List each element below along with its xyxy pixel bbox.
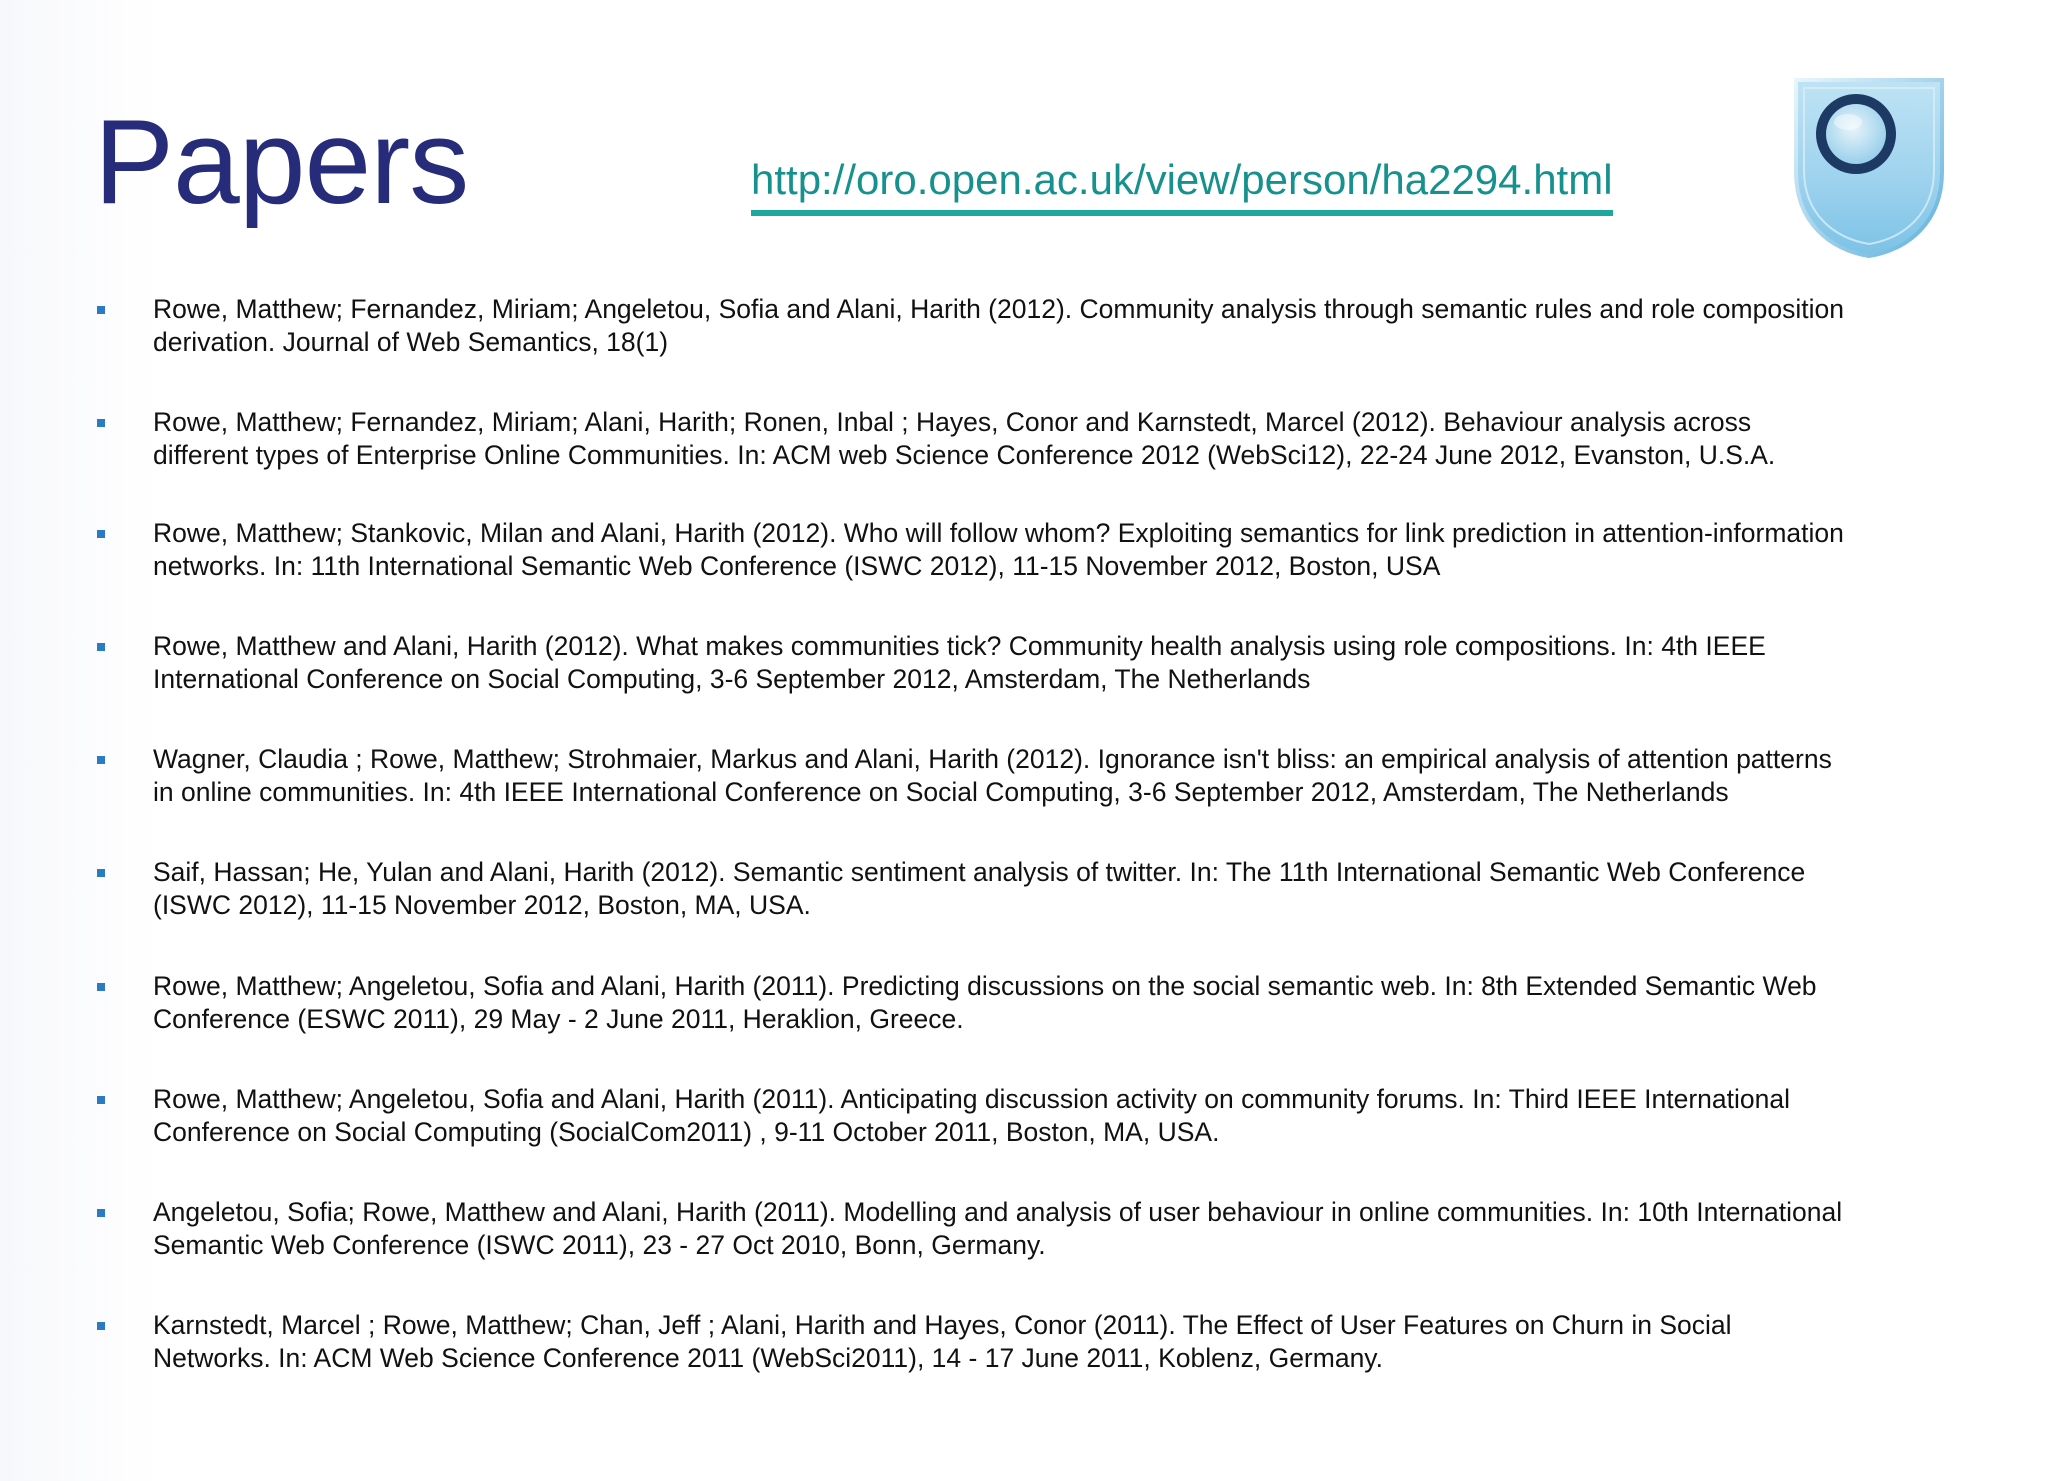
profile-link[interactable]: http://oro.open.ac.uk/view/person/ha2294.html [751, 152, 1613, 216]
bullet-square-icon [97, 643, 105, 651]
page-title: Papers [94, 95, 469, 229]
bullet-square-icon [97, 1322, 105, 1330]
bullet-square-icon [97, 1096, 105, 1104]
paper-citation: Rowe, Matthew; Angeletou, Sofia and Alani, Harith (2011). Anticipating discussion activity on community forums. In: Third IEEE International Conference on Social Computing (SocialCom2011) , 9-11 October 2011, Boston, MA, USA. [153, 1084, 1790, 1147]
bullet-square-icon [97, 419, 105, 427]
bullet-square-icon [97, 983, 105, 991]
paper-citation: Angeletou, Sofia; Rowe, Matthew and Alani, Harith (2011). Modelling and analysis of user behaviour in online communities. In: 10th International Semantic Web Conference (ISWC 2011), 23 - 27 Oct 2010, Bonn, Germany. [153, 1197, 1843, 1260]
bullet-square-icon [97, 1209, 105, 1217]
paper-citation: Rowe, Matthew; Fernandez, Miriam; Angeletou, Sofia and Alani, Harith (2012). Community analysis through semantic rules and role composition derivation. Journal of Web Semantics, 18(1) [153, 294, 1844, 357]
paper-citation: Rowe, Matthew; Stankovic, Milan and Alani, Harith (2012). Who will follow whom? Exploiting semantics for link prediction in attention-information networks. In: 11th International Semantic Web Conference (ISWC 2012), 11-15 November 2012, Boston, USA [153, 518, 1844, 581]
paper-citation: Rowe, Matthew; Fernandez, Miriam; Alani, Harith; Ronen, Inbal ; Hayes, Conor and Karnstedt, Marcel (2012). Behaviour analysis across different types of Enterprise Online Communities. In: ACM web Science Conference 2012 (WebSci12), 22-24 June 2012, Evanston, U.S.A. [153, 407, 1776, 470]
paper-citation: Rowe, Matthew and Alani, Harith (2012). What makes communities tick? Community health analysis using role compositions. In: 4th IEEE International Conference on Social Computing, 3-6 September 2012, Amsterdam, The Netherlands [153, 631, 1766, 694]
bullet-square-icon [97, 869, 105, 877]
paper-citation: Karnstedt, Marcel ; Rowe, Matthew; Chan, Jeff ; Alani, Harith and Hayes, Conor (2011). The Effect of User Features on Churn in Social Networks. In: ACM Web Science Conference 2011 (WebSci2011), 14 - 17 June 2011, Koblenz, Germany. [153, 1310, 1732, 1373]
paper-citation: Saif, Hassan; He, Yulan and Alani, Harith (2012). Semantic sentiment analysis of twitter. In: The 11th International Semantic Web Conference (ISWC 2012), 11-15 November 2012, Boston, MA, USA. [153, 857, 1806, 920]
bullet-square-icon [97, 306, 105, 314]
paper-citation: Rowe, Matthew; Angeletou, Sofia and Alani, Harith (2011). Predicting discussions on the social semantic web. In: 8th Extended Semantic Web Conference (ESWC 2011), 29 May - 2 June 2011, Heraklion, Greece. [153, 971, 1817, 1034]
bullet-square-icon [97, 756, 105, 764]
paper-citation: Wagner, Claudia ; Rowe, Matthew; Strohmaier, Markus and Alani, Harith (2012). Ignorance isn't bliss: an empirical analysis of attention patterns in online communities. In: 4th IEEE International Conference on Social Computing, 3-6 September 2012, Amsterdam, The Netherlands [153, 744, 1832, 807]
open-university-shield-logo-icon [1790, 74, 1948, 260]
bullet-square-icon [97, 530, 105, 538]
